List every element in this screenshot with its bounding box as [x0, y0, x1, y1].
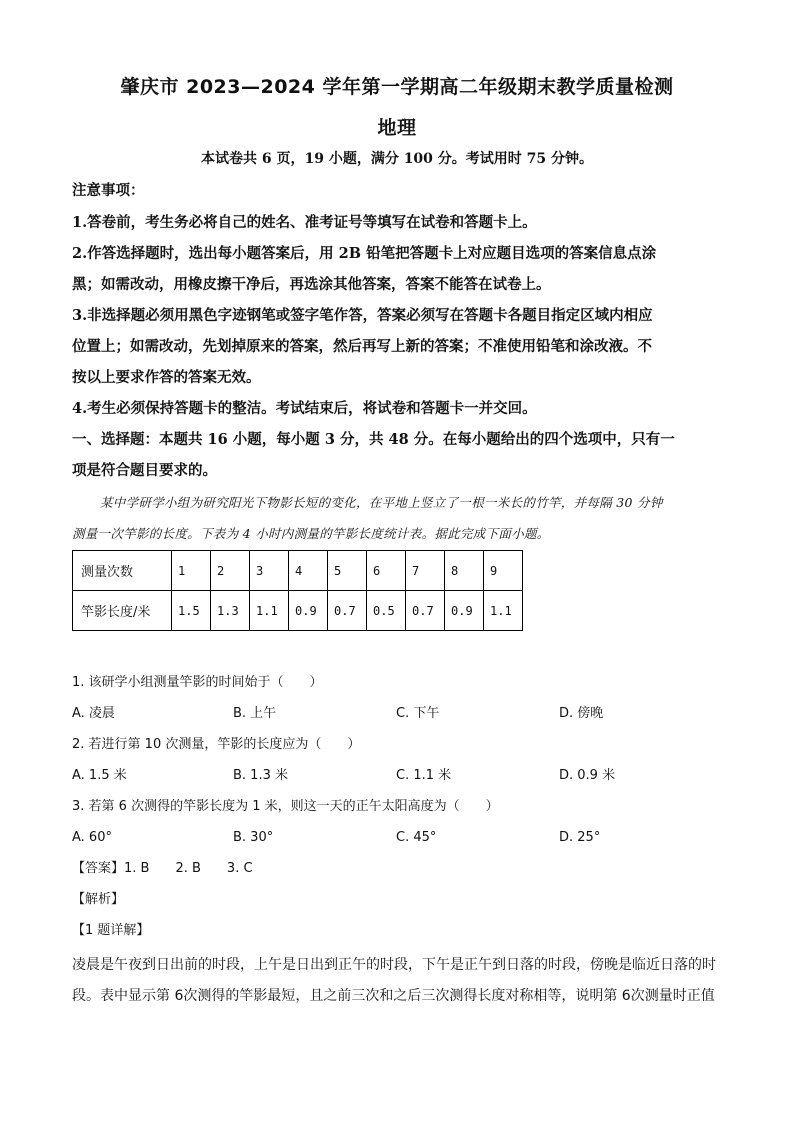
option-b: B. 上午 — [233, 706, 277, 721]
question-stem: 2. 若进行第 10 次测量，竿影的长度应为（ ） — [72, 737, 361, 752]
table-cell: 竿影长度/米 — [73, 591, 172, 631]
shadow-length-table — [72, 550, 523, 631]
option-a: A. 1.5 米 — [72, 768, 127, 783]
explanation-line: 凌晨是午夜到日出前的时段，上午是日出到正午的时段，下午是正午到日落的时段，傍晚是临近日落的时 — [72, 957, 716, 973]
answer-line — [72, 860, 253, 878]
table-cell: 0.7 — [328, 591, 367, 631]
option-c: C. 1.1 米 — [396, 768, 452, 783]
exam-title: 肇庆市 2023—2024 学年第一学期高二年级期末教学质量检测 — [120, 76, 674, 98]
table-cell: 8 — [445, 551, 484, 591]
table-cell: 1.1 — [250, 591, 289, 631]
exam-info: 本试卷共 6 页，19 小题，满分 100 分。考试用时 75 分钟。 — [200, 151, 594, 167]
table-cell: 1.3 — [211, 591, 250, 631]
analysis-label: 【解析】 — [72, 892, 125, 907]
answer-values: 1. B 2. B 3. C — [124, 861, 253, 876]
table-cell: 9 — [484, 551, 523, 591]
table-cell: 4 — [289, 551, 328, 591]
answer-label: 【答案】 — [72, 861, 125, 876]
option-c: C. 45° — [396, 830, 437, 845]
option-b: B. 1.3 米 — [233, 768, 288, 783]
option-d: D. 25° — [559, 830, 601, 845]
table-cell: 0.5 — [367, 591, 406, 631]
option-d: D. 傍晚 — [559, 706, 604, 721]
table-row — [73, 591, 523, 631]
question-stem: 1. 该研学小组测量竿影的时间始于（ ） — [72, 675, 323, 690]
table-cell: 1.1 — [484, 591, 523, 631]
subject-title: 地理 — [377, 117, 417, 139]
section-heading: 项是符合题目要求的。 — [72, 462, 217, 479]
explanation-line: 段。表中显示第 6次测得的竿影最短，且之前三次和之后三次测得长度对称相等，说明第 6次测量时正值 — [72, 988, 715, 1004]
table-cell: 6 — [367, 551, 406, 591]
table-cell: 1 — [172, 551, 211, 591]
table-cell: 0.9 — [289, 591, 328, 631]
notice-line: 1.答卷前，考生务必将自己的姓名、准考证号等填写在试卷和答题卡上。 — [72, 214, 537, 231]
table-cell: 测量次数 — [73, 551, 172, 591]
table-cell: 5 — [328, 551, 367, 591]
table-row — [73, 551, 523, 591]
notice-line: 4.考生必须保持答题卡的整洁。考试结束后，将试卷和答题卡一并交回。 — [72, 400, 537, 417]
notice-line: 3.非选择题必须用黑色字迹钢笔或签字笔作答，答案必须写在答题卡各题目指定区域内相应 — [72, 307, 653, 324]
passage-line: 测量一次竿影的长度。下表为 4 小时内测量的竿影长度统计表。据此完成下面小题。 — [72, 526, 550, 541]
notice-line: 位置上；如需改动，先划掉原来的答案，然后再写上新的答案；不准使用铅笔和涂改液。不 — [72, 338, 652, 355]
option-d: D. 0.9 米 — [559, 768, 616, 783]
passage-line: 某中学研学小组为研究阳光下物影长短的变化，在平地上竖立了一根一米长的竹竿，并每隔 30 分钟 — [100, 495, 663, 510]
table-cell: 2 — [211, 551, 250, 591]
question-stem: 3. 若第 6 次测得的竿影长度为 1 米，则这一天的正午太阳高度为（ ） — [72, 799, 499, 814]
option-a: A. 60° — [72, 830, 112, 845]
table-cell: 0.7 — [406, 591, 445, 631]
option-a: A. 凌晨 — [72, 706, 115, 721]
notice-line: 按以上要求作答的答案无效。 — [72, 369, 261, 386]
notice-heading: 注意事项： — [72, 182, 145, 199]
option-c: C. 下午 — [396, 706, 440, 721]
detail-label: 【1 题详解】 — [72, 923, 150, 938]
table-cell: 1.5 — [172, 591, 211, 631]
section-heading: 一、选择题：本题共 16 小题，每小题 3 分，共 48 分。在每小题给出的四个选项中，只有一 — [72, 431, 675, 448]
option-b: B. 30° — [233, 830, 274, 845]
table-cell: 0.9 — [445, 591, 484, 631]
table-cell: 7 — [406, 551, 445, 591]
notice-line: 2.作答选择题时，选出每小题答案后，用 2B 铅笔把答题卡上对应题目选项的答案信息点涂 — [72, 245, 657, 262]
table-cell: 3 — [250, 551, 289, 591]
notice-line: 黑；如需改动，用橡皮擦干净后，再选涂其他答案，答案不能答在试卷上。 — [72, 276, 551, 293]
